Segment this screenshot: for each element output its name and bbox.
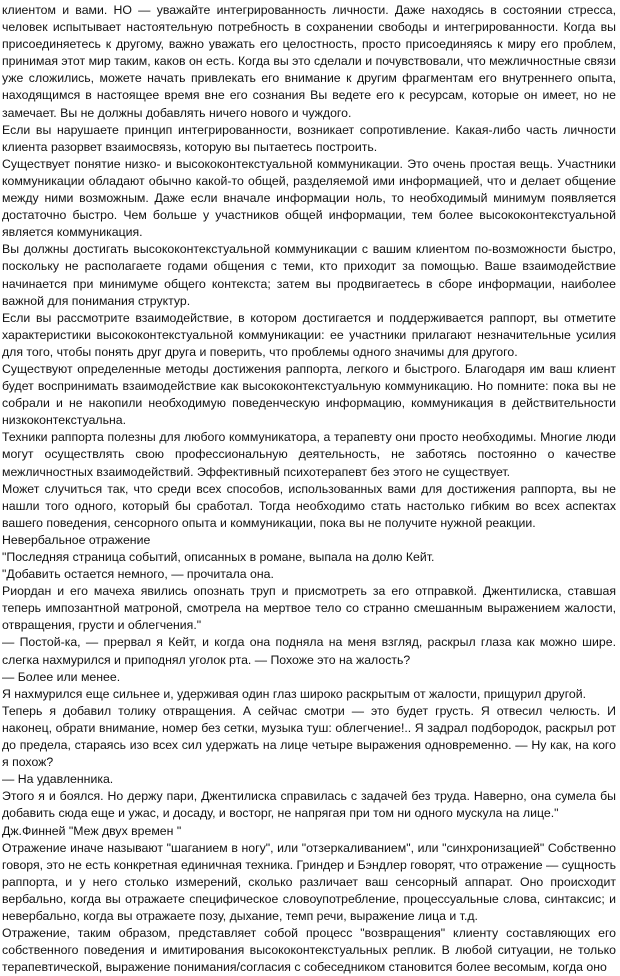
paragraph-high-context-goal: Вы должны достигать высококонтекстуальной коммуникации с вашим клиентом по-возможности быстро, поскольку не располагаете годами общения с теми, кто приходит за помощью. Ваше взаимодействие начинается при минимуме общего контекста; затем вы продвигаетесь в сборе информации, наиболее важной для понимания структур.: [2, 242, 616, 308]
paragraph-context-communication: Существует понятие низко- и высококонтекстуальной коммуникации. Это очень простая вещь. Участники коммуникации обладают обычно какой-то общей, разделяемой ими информацией, что и делает общение между ними возможным. Даже если вначале информации ноль, то необходимый минимум появляется достаточно быстро. Чем больше у участников общей информации, тем более высококонтекстуальной является коммуникация.: [2, 156, 616, 240]
section-heading-nonverbal-mirroring: Невербальное отражение: [2, 532, 151, 547]
paragraph-mirroring-definition: Отражение иначе называют "шаганием в ногу", или "отзеркаливанием", или "синхронизацией" Собственно говоря, это не есть конкретная единичная техника. Гриндер и Бэндлер говорят, что отражение — сущность раппорта, и у него столько измерений, сколько различает ваш сенсорный аппарат. Оно происходит вербально, когда вы отражаете специфическое словоупотребление, процессуальные слова, синтаксис; и невербально, когда вы отражаете позу, дыхание, темп речи, выражение лица и т.д.: [2, 840, 616, 923]
quote-paragraph-3: Риордан и его мачеха явились опознать труп и присмотреть за его отправкой. Джентилиска, ставшая теперь импозантной матроной, смотрела на мертвое тело со странно смешанным выражением жалости, отвращения, грусти и облегчения.": [2, 584, 616, 633]
quote-paragraph-7: Теперь я добавил толику отвращения. А сейчас смотри — это будет грусть. Я отвесил челюсть. И наконец, обрати внимание, номер без сетки, музыка туш: облегчение!.. Я задрал подбородок, раскрыл рот до предела, стараясь изо всех сил удержать на лице четыре выражения одновременно. — Ну как, на кого я похож?: [2, 703, 616, 770]
paragraph-rapport-techniques: Техники раппорта полезны для любого коммуникатора, а терапевту они просто необходимы. Многие люди могут осуществлять свою профессиональную деятельность, не заботясь постоянно о качестве межличностных взаимодействий. Эффективный психотерапевт без этого не существует.: [2, 430, 616, 479]
quote-line-8: — На удавленника.: [2, 772, 114, 787]
paragraph-flexibility: Может случиться так, что среди всех способов, использованных вами для достижения раппорта, вы не нашли того одного, который бы сработал. Тогда необходимо стать настолько гибким во всех аспектах вашего поведения, сенсорного опыта и коммуникации, пока вы не получите нужной реакции.: [2, 481, 616, 530]
quote-line-1: "Последняя страница событий, описанных в романе, выпала на долю Кейт.: [2, 550, 435, 564]
quote-attribution: Дж.Финней "Меж двух времен ": [2, 823, 182, 838]
paragraph-integrity: клиентом и вами. НО — уважайте интегрированность личности. Даже находясь в состоянии стресса, человек испытывает настоятельную потребность в сохранении свободы и интегрированности. Когда вы присоединяетесь к другому, важно уважать его целостность, просто присоединяясь к миру его проблем, принимая этот мир таким, каков он есть. Когда вы это сделали и почувствовали, что межличностные связи уже сложились, можете начать привлекать его внимание к другим фрагментам его внутреннего опыта, находящимся в настоящее время вне его сознания Вы ведете его к ресурсам, которые он имеет, но не замечает. Вы не должны добавлять ничего нового и чуждого.: [2, 3, 616, 120]
paragraph-resistance: Если вы нарушаете принцип интегрированности, возникает сопротивление. Какая-либо часть личности клиента разорвет взаимосвязь, которую вы пытаетесь построить.: [2, 122, 616, 154]
quote-paragraph-9: Этого я и боялся. Но держу пари, Джентилиска справилась с задачей без труда. Наверно, она сумела бы добавить сюда еще и ужас, и досаду, и восторг, не напрягая при том ни одного мускула на лице.": [2, 789, 616, 821]
quote-line-5: — Более или менее.: [2, 669, 121, 684]
paragraph-rapport-characteristics: Если вы рассмотрите взаимодействие, в котором достигается и поддерживается раппорт, вы отметите характеристики высококонтекстуальной коммуникации: ее участники прилагают незначительные усилия для того, чтобы понять друг друга и поверить, что проблемы одного значимы для другого.: [2, 310, 616, 359]
quote-paragraph-4: — Постой-ка, — прервал я Кейт, и когда она подняла на меня взгляд, раскрыл глаза как можно шире. слегка нахмурился и приподнял уголок рта. — Похоже это на жалость?: [2, 635, 616, 667]
quote-line-2: "Добавить остается немного, — прочитала она.: [2, 567, 274, 582]
quote-line-6: Я нахмурился еще сильнее и, удерживая один глаз широко раскрытым от жалости, прищурил другой.: [2, 686, 587, 701]
paragraph-rapport-methods: Существуют определенные методы достижения раппорта, легкого и быстрого. Благодаря им ваш клиент будет воспринимать взаимодействие как высококонтекстуальную коммуникацию. Но помните: пока вы не собрали и не накопили необходимую поведенческую информацию, коммуникация в действительности низкоконтекстуальна.: [2, 361, 616, 428]
paragraph-mirroring-process: Отражение, таким образом, представляет собой процесс "возвращения" клиенту составляющих его собственного поведения и имитирования высококонтекстуальных реплик. В любой ситуации, не только терапевтической, выражение понимания/согласия с собеседником становится более весомым, когда оно: [2, 926, 616, 975]
